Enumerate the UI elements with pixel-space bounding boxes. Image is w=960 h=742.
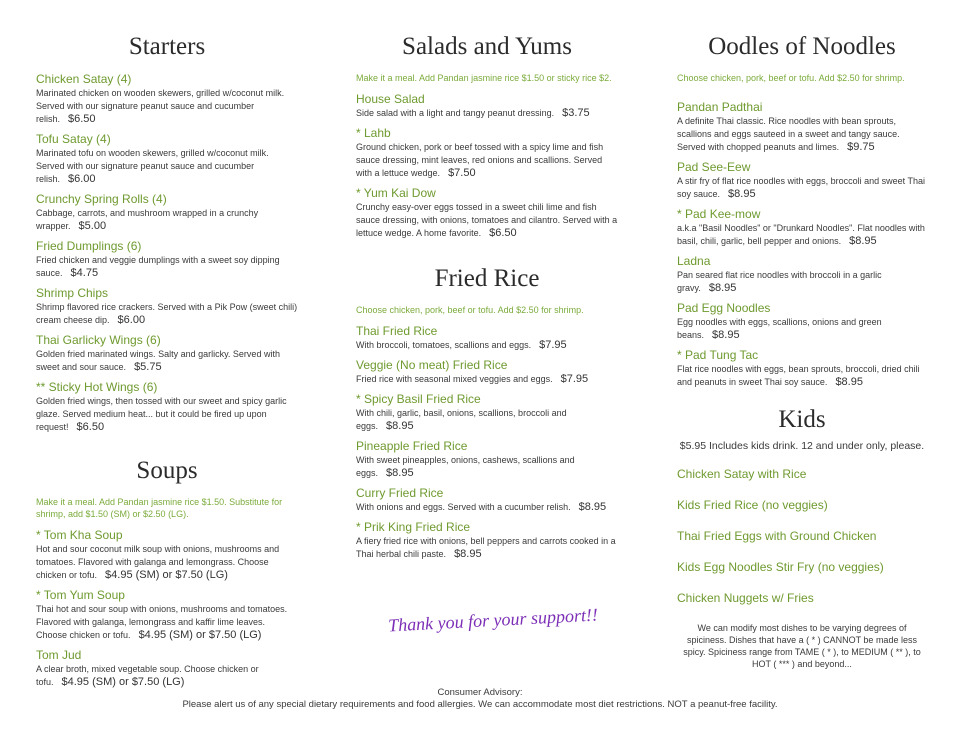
menu-item-description: [356, 107, 618, 120]
menu-item-description: [356, 454, 618, 480]
menu-item-name: * Yum Kai Dow: [356, 186, 436, 200]
menu-item-description: [356, 501, 618, 514]
kids-note: $5.95 Includes kids drink. 12 and under only, please.: [679, 440, 925, 452]
menu-item: [677, 160, 927, 201]
menu-item: [356, 486, 618, 514]
starters-list: [36, 72, 298, 434]
fried-rice-note: Choose chicken, pork, beef or tofu. Add $2.50 for shrimp.: [356, 305, 584, 315]
menu-item-name: ** Sticky Hot Wings (6): [36, 380, 158, 394]
menu-item-description-text: Side salad with a light and tangy peanut dressing.: [356, 108, 555, 118]
menu-item-price: $8.95: [849, 235, 877, 247]
menu-item-description: [677, 222, 927, 248]
kids-heading: Kids: [778, 406, 826, 433]
menu-item-price: $8.95: [578, 501, 607, 513]
menu-item: [36, 239, 298, 280]
menu-item-description: [356, 535, 618, 561]
menu-item-name: * Prik King Fried Rice: [356, 520, 471, 534]
menu-item-description-text: Fried chicken and veggie dumplings with a sweet soy dipping sauce.: [36, 255, 280, 278]
menu-item-description: [356, 201, 618, 240]
menu-item-price: $5.00: [78, 220, 107, 232]
menu-item-description-text: With chili, garlic, basil, onions, scallions, broccoli and eggs.: [356, 408, 567, 431]
menu-item-description: [36, 207, 298, 233]
salads-list: [356, 92, 618, 240]
menu-item-name: House Salad: [356, 92, 425, 106]
menu-item-description: [36, 663, 298, 689]
menu-item-name: Fried Dumplings (6): [36, 239, 142, 253]
menu-item: [677, 100, 927, 154]
menu-item-name: * Tom Kha Soup: [36, 528, 123, 542]
menu-item-description-text: With onions and eggs. Served with a cucumber relish.: [356, 502, 571, 512]
menu-item: [356, 324, 618, 352]
noodles-heading: Oodles of Noodles: [708, 33, 896, 60]
menu-item-description: [356, 339, 618, 352]
menu-item: [356, 186, 618, 240]
menu-item-description-text: Flat rice noodles with eggs, bean sprouts, broccoli, dried chili and peanuts in sweet Thai soy sauce.: [677, 364, 920, 387]
menu-item-description: [36, 395, 298, 434]
menu-item-price: $3.75: [562, 107, 590, 119]
kids-menu-item: Kids Egg Noodles Stir Fry (no veggies): [677, 560, 884, 574]
menu-item-name: * Lahb: [356, 126, 391, 140]
menu-item: [36, 648, 298, 689]
menu-item-price: $8.95: [708, 282, 737, 294]
menu-item-price: $7.95: [539, 339, 567, 351]
menu-item-price: $4.95 (SM) or $7.50 (LG): [61, 676, 185, 688]
menu-item: [677, 207, 927, 248]
menu-item: [36, 528, 298, 582]
menu-item-name: Thai Fried Rice: [356, 324, 438, 338]
soups-list: [36, 528, 298, 689]
menu-item: [36, 132, 298, 186]
fried-rice-list: [356, 324, 618, 561]
menu-item-description: [36, 87, 298, 126]
noodles-note: Choose chicken, pork, beef or tofu. Add $2.50 for shrimp.: [677, 73, 905, 83]
kids-menu-item: Kids Fried Rice (no veggies): [677, 498, 828, 512]
menu-item-price: $6.00: [117, 314, 146, 326]
menu-item-description-text: Thai hot and sour soup with onions, mushrooms and tomatoes. Flavored with galanga, lemongrass and kaffir lime leaves. Choose chicken or tofu.: [36, 604, 288, 640]
menu-item-price: $8.95: [728, 188, 756, 200]
menu-item-name: Curry Fried Rice: [356, 486, 444, 500]
menu-item: [36, 380, 298, 434]
menu-item-description: [36, 147, 298, 186]
menu-item: [36, 192, 298, 233]
menu-item: [356, 520, 618, 561]
menu-item-description-text: Shrimp flavored rice crackers. Served with a Pik Pow (sweet chili) cream cheese dip.: [36, 302, 298, 325]
menu-item-price: $4.95 (SM) or $7.50 (LG): [105, 569, 228, 581]
menu-item-price: $6.50: [76, 421, 105, 433]
fried-rice-heading: Fried Rice: [434, 265, 540, 292]
menu-item-price: $6.00: [68, 173, 96, 185]
menu-item-description: [36, 543, 298, 582]
column-left: [36, 30, 298, 695]
menu-item-description: [677, 115, 927, 154]
menu-item-name: Veggie (No meat) Fried Rice: [356, 358, 508, 372]
menu-item-description: [356, 141, 618, 180]
menu-item-name: Crunchy Spring Rolls (4): [36, 192, 167, 206]
soups-note: Make it a meal. Add Pandan jasmine rice $1.50. Substitute for shrimp, add $1.50 (SM) or $2.50 (LG).: [36, 497, 283, 519]
menu-item-description-text: A definite Thai classic. Rice noodles with bean sprouts, scallions and eggs sauteed in a sweet and tangy sauce. Served with chopped peanuts and limes.: [677, 116, 900, 152]
salads-note: Make it a meal. Add Pandan jasmine rice $1.50 or sticky rice $2.: [356, 73, 612, 83]
kids-menu-item: Chicken Satay with Rice: [677, 467, 807, 481]
menu-item-description-text: A clear broth, mixed vegetable soup. Choose chicken or tofu.: [36, 664, 259, 687]
menu-item-description-text: Golden fried marinated wings. Salty and garlicky. Served with sweet and sour sauce.: [36, 349, 280, 372]
menu-item-description-text: Egg noodles with eggs, scallions, onions and green beans.: [677, 317, 882, 340]
menu-item-description-text: Hot and sour coconut milk soup with onions, mushrooms and tomatoes. Flavored with galanga and lemongrass. Choose chicken or tofu.: [36, 544, 280, 580]
menu-item-price: $6.50: [489, 227, 517, 239]
menu-item-name: * Pad Tung Tac: [677, 348, 759, 362]
menu-item-description: [36, 254, 298, 280]
menu-item-description: [36, 603, 298, 642]
menu-item-description-text: Golden fried wings, then tossed with our sweet and spicy garlic glaze. Served medium heat... but it could be fired up upon request!: [36, 396, 287, 432]
soups-heading: Soups: [136, 457, 198, 484]
menu-item-name: Pandan Padthai: [677, 100, 763, 114]
menu-item-name: Thai Garlicky Wings (6): [36, 333, 161, 347]
menu-item-name: Pad See-Eew: [677, 160, 751, 174]
menu-item: [356, 392, 618, 433]
menu-item-description-text: Cabbage, carrots, and mushroom wrapped in a crunchy wrapper.: [36, 208, 259, 231]
menu-item: [677, 301, 927, 342]
menu-item-description-text: Crunchy easy-over eggs tossed in a sweet chili lime and fish sauce dressing, with onions, tomatoes and cilantro. Served with a lettuce wedge. A home favorite.: [356, 202, 618, 238]
menu-item-description-text: Fried rice with seasonal mixed veggies and eggs.: [356, 374, 553, 384]
menu-item-name: Tofu Satay (4): [36, 132, 111, 146]
menu-item-price: $7.50: [448, 167, 476, 179]
menu-item-price: $8.95: [386, 420, 414, 432]
menu-item-name: * Tom Yum Soup: [36, 588, 125, 602]
menu-item-description: [677, 175, 927, 201]
menu-item-name: Ladna: [677, 254, 711, 268]
menu-item-price: $9.75: [847, 141, 875, 153]
menu-item-price: $6.50: [68, 113, 96, 125]
menu-item-description-text: A stir fry of flat rice noodles with eggs, broccoli and sweet Thai soy sauce.: [677, 176, 925, 199]
menu-item-price: $8.95: [386, 467, 414, 479]
menu-item-price: $7.95: [560, 373, 589, 385]
menu-item-description: [677, 316, 927, 342]
menu-item-name: * Pad Kee-mow: [677, 207, 761, 221]
menu-item-name: Shrimp Chips: [36, 286, 109, 300]
menu-item-name: Pineapple Fried Rice: [356, 439, 468, 453]
menu-item-description-text: Ground chicken, pork or beef tossed with a spicy lime and fish sauce dressing, mint leaves, red onions and scallions. Served with a lettuce wedge.: [356, 142, 604, 178]
column-right: [677, 30, 927, 670]
menu-item-price: $8.95: [454, 548, 482, 560]
menu-item: [36, 333, 298, 374]
kids-list: [677, 467, 927, 606]
menu-item-description: [36, 348, 298, 374]
menu-item-description-text: With sweet pineapples, onions, cashews, scallions and eggs.: [356, 455, 575, 478]
salads-heading: Salads and Yums: [402, 33, 572, 60]
kids-menu-item: Thai Fried Eggs with Ground Chicken: [677, 529, 877, 543]
menu-item-description-text: Marinated chicken on wooden skewers, grilled w/coconut milk. Served with our signature peanut sauce and cucumber relish.: [36, 88, 285, 124]
menu-item-description: [677, 269, 927, 295]
menu-item: [356, 358, 618, 386]
menu-item-price: $5.75: [134, 361, 162, 373]
menu-item-description: [356, 373, 618, 386]
column-middle: [356, 30, 618, 567]
menu-item-price: $8.95: [712, 329, 740, 341]
menu-item-name: Chicken Satay (4): [36, 72, 132, 86]
menu-item: [677, 348, 927, 389]
menu-item: [36, 72, 298, 126]
menu-item-name: Tom Jud: [36, 648, 82, 662]
menu-item-description-text: A fiery fried rice with onions, bell peppers and carrots cooked in a Thai herbal chili paste.: [356, 536, 616, 559]
menu-item-price: $4.95 (SM) or $7.50 (LG): [138, 629, 262, 641]
noodles-list: [677, 100, 927, 389]
menu-item: [36, 588, 298, 642]
menu-item-description: [356, 407, 618, 433]
menu-item: [677, 254, 927, 295]
kids-menu-item: Chicken Nuggets w/ Fries: [677, 591, 814, 605]
menu-item-price: $4.75: [70, 267, 99, 279]
menu-item: [356, 92, 618, 120]
menu-item-description-text: Marinated tofu on wooden skewers, grilled w/coconut milk. Served with our signature peanut sauce and cucumber relish.: [36, 148, 269, 184]
menu-item-price: $8.95: [835, 376, 863, 388]
menu-item: [356, 439, 618, 480]
menu-item-description-text: Pan seared flat rice noodles with broccoli in a garlic gravy.: [677, 270, 882, 293]
menu-item-description-text: a.k.a "Basil Noodles" or "Drunkard Noodles". Flat noodles with basil, chili, garlic, bell pepper and onions.: [677, 223, 925, 246]
spice-note: We can modify most dishes to be varying degrees of spiciness. Dishes that have a ( * ) CANNOT be made less spicy. Spiciness range from TAME ( * ), to MEDIUM ( ** ), to HOT ( *** ) and beyond...: [683, 623, 921, 669]
menu-item-name: Pad Egg Noodles: [677, 301, 771, 315]
starters-heading: Starters: [128, 33, 206, 60]
menu-item: [36, 286, 298, 327]
thank-you-note: Thank you for your support!!: [387, 604, 599, 636]
menu-item-description: [36, 301, 298, 327]
menu-item-description-text: With broccoli, tomatoes, scallions and eggs.: [356, 340, 532, 350]
menu-item-description: [677, 363, 927, 389]
menu-item-name: * Spicy Basil Fried Rice: [356, 392, 481, 406]
consumer-advisory-title: Consumer Advisory:: [437, 687, 523, 698]
menu-item: [356, 126, 618, 180]
consumer-advisory-text: Please alert us of any special dietary requirements and food allergies. We can accommodate most diet restrictions. NOT a peanut-free facility.: [182, 699, 778, 710]
